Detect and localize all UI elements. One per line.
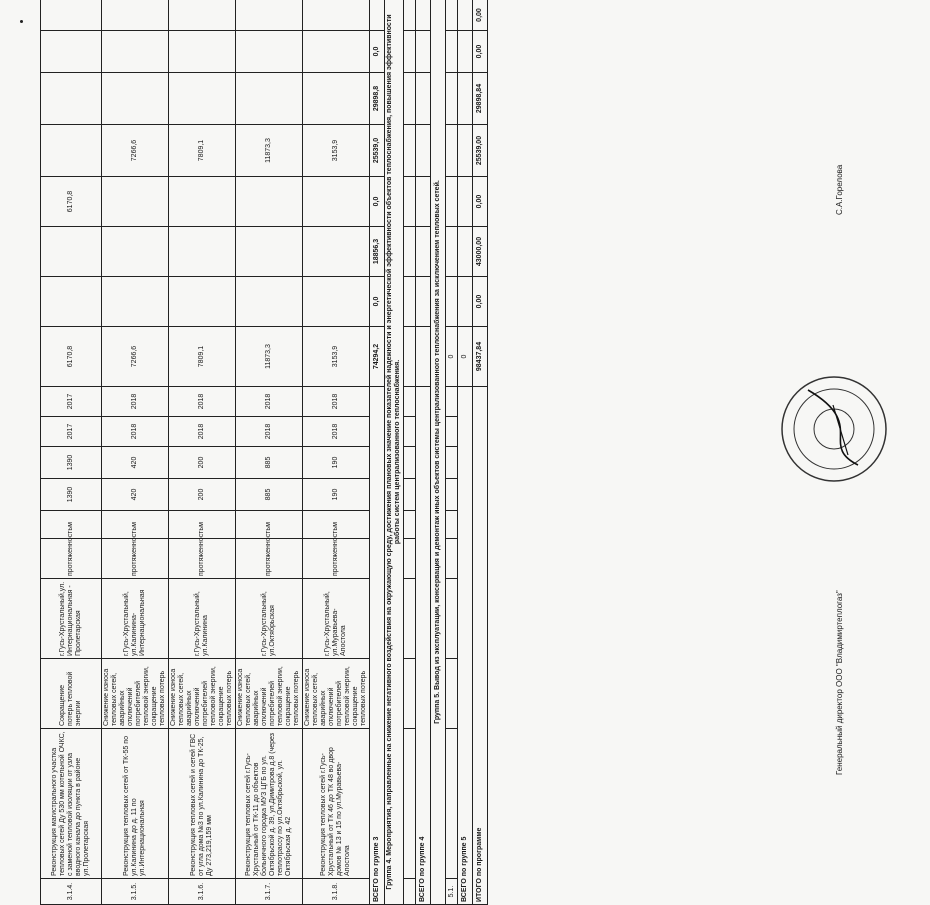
cost-col-6 (102, 31, 169, 73)
empty-cell (446, 511, 458, 539)
measure-name: Реконструкция магистрального участка тепловых сетей Ду 530 мм котельной ОЧКС, с заменой тепловой изоляции от узла вводного канала до пункта в районе ул.Пролетарская (41, 729, 102, 879)
unit: м (169, 511, 236, 539)
unit: м (236, 511, 303, 539)
row-number: 3.1.6. (169, 879, 236, 905)
empty-cell (458, 177, 473, 227)
empty-cell (404, 227, 416, 277)
cost-col-3 (169, 177, 236, 227)
table-row (446, 0, 458, 905)
start-year: 2018 (169, 417, 236, 447)
cost-col-6 (41, 31, 102, 73)
indicator-name: протяженность (303, 539, 370, 579)
empty-cell (404, 277, 416, 327)
cost-col-3 (303, 177, 370, 227)
total-cost: 98437,84 (473, 327, 488, 387)
row-number: 3.1.8. (303, 879, 370, 905)
rotated-table-area (40, 0, 844, 905)
cost-col-5 (236, 73, 303, 125)
total-c7 (370, 0, 385, 31)
empty-cell (458, 277, 473, 327)
total-c7 (416, 0, 431, 31)
quantity: 190 (303, 479, 370, 511)
total-cost: 11873,3 (236, 327, 303, 387)
end-year: 2017 (41, 387, 102, 417)
cost-col-7 (169, 0, 236, 31)
row-number: 3.1.4. (41, 879, 102, 905)
start-year: 2018 (102, 417, 169, 447)
quantity: 885 (236, 479, 303, 511)
total-c5: 29898,84 (473, 73, 488, 125)
end-year: 2018 (102, 387, 169, 417)
unit: м (41, 511, 102, 539)
empty-cell (404, 417, 416, 447)
director-title: Генеральный директор ООО "Владимиртеплогаз" (835, 590, 844, 775)
indicator-name: протяженность (236, 539, 303, 579)
empty-cell (404, 579, 416, 659)
total-c1 (416, 277, 431, 327)
empty-cell (404, 729, 416, 879)
group-title: Группа 5. Вывод из эксплуатации, консервация и демонтаж иных объектов системы централизованного теплоснабжения за исключением тепловых сетей. (431, 0, 446, 905)
total-c1: 0,0 (370, 277, 385, 327)
group-header-row (385, 0, 404, 905)
empty-cell (446, 659, 458, 729)
cost-col-5 (102, 73, 169, 125)
cost-col-3 (102, 177, 169, 227)
empty-cell (404, 479, 416, 511)
total-c7: 0,00 (473, 0, 488, 31)
cost-col-2 (169, 227, 236, 277)
total-label: ИТОГО по программе (473, 387, 488, 905)
total-c5: 29898,8 (370, 73, 385, 125)
row-number: 3.1.5. (102, 879, 169, 905)
empty-cell (446, 387, 458, 417)
total-cost (416, 327, 431, 387)
empty-row (404, 0, 416, 905)
cost-col-5 (41, 73, 102, 125)
empty-cell (446, 125, 458, 177)
empty-cell (446, 417, 458, 447)
cost-col-5 (169, 73, 236, 125)
empty-cell (446, 227, 458, 277)
total-cost: 74294,2 (370, 327, 385, 387)
cost-col-7 (236, 0, 303, 31)
indicator-name: протяженность (169, 539, 236, 579)
cost-col-2 (41, 227, 102, 277)
measure-address: г.Гусь-Хрустальный, ул.Калинина- Интернациональная (102, 579, 169, 659)
quantity-total: 1390 (41, 447, 102, 479)
cost-col-1 (236, 277, 303, 327)
empty-cell (458, 73, 473, 125)
quantity: 1390 (41, 479, 102, 511)
quantity-total: 200 (169, 447, 236, 479)
empty-cell (404, 659, 416, 729)
cost-col-2 (303, 227, 370, 277)
total-c2: 18856,3 (370, 227, 385, 277)
cost-col-6 (169, 31, 236, 73)
empty-cell (446, 0, 458, 31)
group-title: Группа 4. Мероприятия, направленные на снижение негативного воздействия на окружающую среду, достижения плановых значение показателей надежности и энергетической эффективности объектов теплоснабжения, повышения эффективности работы систем централизованного теплоснабжения. (385, 0, 404, 905)
total-cost: 0 (458, 327, 473, 387)
cost-col-2 (236, 227, 303, 277)
total-c3 (416, 177, 431, 227)
total-label: ВСЕГО по группе 4 (416, 387, 431, 905)
measure-name: Реконструкция тепловых сетей и сетей ГВС от угла дома №3 по ул.Калинина до ТК-25, Ду 273,219,159 мм (169, 729, 236, 879)
empty-cell (458, 125, 473, 177)
start-year: 2018 (303, 417, 370, 447)
cost-col-6 (303, 31, 370, 73)
quantity-total: 190 (303, 447, 370, 479)
total-row (416, 0, 431, 905)
quantity: 420 (102, 479, 169, 511)
empty-cell (404, 31, 416, 73)
cost-col-2 (102, 227, 169, 277)
row-number: 3.1.7. (236, 879, 303, 905)
cost-col-5 (303, 73, 370, 125)
total-cost: 6170,8 (41, 327, 102, 387)
empty-cell (404, 0, 416, 31)
cost-col-3: 6170,8 (41, 177, 102, 227)
cost-col-4 (41, 125, 102, 177)
empty-cell (446, 277, 458, 327)
end-year: 2018 (303, 387, 370, 417)
program-table (40, 0, 488, 905)
table-row (169, 0, 236, 905)
total-cost: 0 (446, 327, 458, 387)
total-cost: 3153,9 (303, 327, 370, 387)
measure-address: г.Гусь-Хрустальный, ул.Октябрьская (236, 579, 303, 659)
empty-cell (446, 479, 458, 511)
quantity-total: 885 (236, 447, 303, 479)
total-row (458, 0, 473, 905)
start-year: 2018 (236, 417, 303, 447)
cost-col-1 (303, 277, 370, 327)
unit: м (303, 511, 370, 539)
empty-cell (446, 447, 458, 479)
empty-cell (446, 729, 458, 879)
measure-address: г.Гусь-Хрустальный, ул.Муравьева-Апостола (303, 579, 370, 659)
total-row (370, 0, 385, 905)
cost-col-6 (236, 31, 303, 73)
empty-cell (446, 177, 458, 227)
cost-col-7 (41, 0, 102, 31)
empty-cell (404, 539, 416, 579)
cost-col-4: 7809,1 (169, 125, 236, 177)
empty-cell (404, 387, 416, 417)
cost-col-4: 11873,3 (236, 125, 303, 177)
indicator-name: протяженность (41, 539, 102, 579)
empty-cell (404, 73, 416, 125)
empty-cell (404, 511, 416, 539)
total-cost: 7266,6 (102, 327, 169, 387)
empty-cell (446, 539, 458, 579)
end-year: 2018 (236, 387, 303, 417)
cost-col-1 (102, 277, 169, 327)
measure-goal: Сокращение потерь тепловой энергии (41, 659, 102, 729)
empty-cell (458, 0, 473, 31)
group-header-row (431, 0, 446, 905)
total-c2: 43000,00 (473, 227, 488, 277)
total-label: ВСЕГО по группе 5 (458, 387, 473, 905)
cost-col-7 (303, 0, 370, 31)
total-c6: 0,0 (370, 31, 385, 73)
cost-col-1 (169, 277, 236, 327)
total-c5 (416, 73, 431, 125)
footer (630, 0, 930, 905)
measure-name: Реконструкция тепловых сетей г.Гусь-Хрустальный от ТК 46 до ТК 48 во двор домов № 13 и 15 по ул.Муравьева-Апостола (303, 729, 370, 879)
company-seal-stamp (778, 373, 890, 485)
total-c6 (416, 31, 431, 73)
empty-cell (404, 125, 416, 177)
total-c3: 0,00 (473, 177, 488, 227)
end-year: 2018 (169, 387, 236, 417)
empty-cell (446, 579, 458, 659)
empty-cell (404, 447, 416, 479)
total-c4 (416, 125, 431, 177)
table-row (102, 0, 169, 905)
total-c1: 0,00 (473, 277, 488, 327)
cost-col-7 (102, 0, 169, 31)
total-c2 (416, 227, 431, 277)
table-row (303, 0, 370, 905)
total-label: ВСЕГО по группе 3 (370, 387, 385, 905)
cost-col-4: 3153,9 (303, 125, 370, 177)
total-c4: 25539,00 (473, 125, 488, 177)
measure-goal: Снижение износа тепловых сетей, аварийных отключений потребителей тепловой энергии, сокращение тепловых потерь (236, 659, 303, 729)
measure-address: г.Гусь-Хрустальный,ул. Интернациональная - Пролетарская (41, 579, 102, 659)
empty-cell (458, 227, 473, 277)
table-row (41, 0, 102, 905)
measure-name: Реконструкция тепловых сетей г.Гусь-Хрустальный от ТК-11 до объектов больничного городка МУЗ ЦГБ по ул. Октябрьской д. 39, ул.Димитрова д.8 (через теплотрассу по ул.Октябрьской, ул. Октябрьская д. 42 (236, 729, 303, 879)
total-c6: 0,00 (473, 31, 488, 73)
quantity-total: 420 (102, 447, 169, 479)
total-cost: 7809,1 (169, 327, 236, 387)
signer-name: С.А.Горелова (835, 164, 844, 215)
indicator-name: протяженность (102, 539, 169, 579)
measure-address: г.Гусь-Хрустальный, ул.Калинина (169, 579, 236, 659)
empty-cell (404, 879, 416, 905)
scan-dot (20, 20, 23, 23)
total-c4: 25539,0 (370, 125, 385, 177)
row-number: 5.1. (446, 879, 458, 905)
cost-col-3 (236, 177, 303, 227)
empty-cell (404, 327, 416, 387)
table-row (236, 0, 303, 905)
cost-col-1 (41, 277, 102, 327)
measure-name: Реконструкция тепловых сетей от ТК-55 по ул.Калинина до д. 11 по ул.Интернациональная (102, 729, 169, 879)
total-row (473, 0, 488, 905)
unit: м (102, 511, 169, 539)
empty-cell (458, 31, 473, 73)
start-year: 2017 (41, 417, 102, 447)
measure-goal: Снижение износа тепловых сетей, аварийных отключений потребителей тепловой энергии, сокращение тепловых потерь (169, 659, 236, 729)
measure-goal: Снижение износа тепловых сетей, аварийных отключений потребителей тепловой энергии, сокращение тепловых потерь (102, 659, 169, 729)
empty-cell (404, 177, 416, 227)
total-c3: 0,0 (370, 177, 385, 227)
empty-cell (446, 73, 458, 125)
cost-col-4: 7266,6 (102, 125, 169, 177)
measure-goal: Снижение износа тепловых сетей, аварийных отключений потребителей тепловой энергии, сокращение тепловых потерь (303, 659, 370, 729)
quantity: 200 (169, 479, 236, 511)
empty-cell (446, 31, 458, 73)
